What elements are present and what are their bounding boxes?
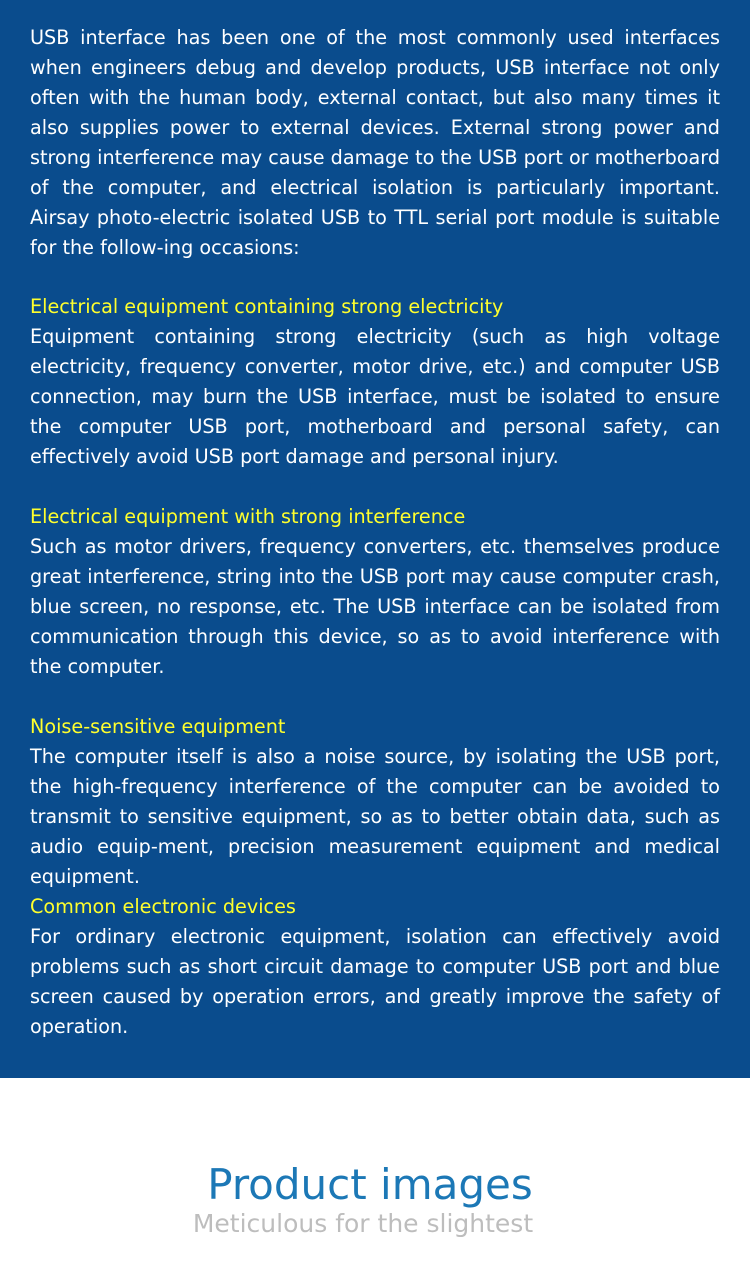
section-heading-noise-sensitive: Noise-sensitive equipment: [30, 715, 286, 738]
section-body-strong-interference: Such as motor drivers, frequency converters, etc. themselves produce great interference, string into the USB port may cause computer crash, blue screen, no response, etc. The USB interface can be isolated from communication through this device, so as to avoid interference with the computer.: [30, 535, 720, 678]
section-heading-strong-interference: Electrical equipment with strong interference: [30, 505, 466, 528]
product-images-subtitle: Meticulous for the slightest: [192, 1209, 534, 1238]
section-body-strong-electricity: Equipment containing strong electricity (such as high voltage electricity, frequency converter, motor drive, etc.) and computer USB connection, may burn the USB interface, must be isolated to ensure the computer USB port, motherboard and personal safety, can effectively avoid USB port damage and personal injury.: [30, 325, 720, 468]
section-body-noise-sensitive: The computer itself is also a noise source, by isolating the USB port, the high-frequency interference of the computer can be avoided to transmit to sensitive equipment, so as to better obtain data, such as audio equip-ment, precision measurement equipment and medical equipment.: [30, 745, 720, 888]
product-images-title: Product images: [207, 1160, 533, 1209]
section-heading-strong-electricity: Electrical equipment containing strong electricity: [30, 295, 504, 318]
intro-paragraph: USB interface has been one of the most commonly used interfaces when engineers debug and develop products, USB interface not only often with the human body, external contact, but also many times it also supplies power to external devices. External strong power and strong interference may cause damage to the USB port or motherboard of the computer, and electrical isolation is particularly important. Airsay photo-electric isolated USB to TTL serial port module is suitable for the follow-ing occasions:: [30, 26, 720, 259]
section-body-common-devices: For ordinary electronic equipment, isolation can effectively avoid problems such as short circuit damage to computer USB port and blue screen caused by operation errors, and greatly improve the safety of operation.: [30, 925, 720, 1038]
section-heading-common-devices: Common electronic devices: [30, 895, 296, 918]
